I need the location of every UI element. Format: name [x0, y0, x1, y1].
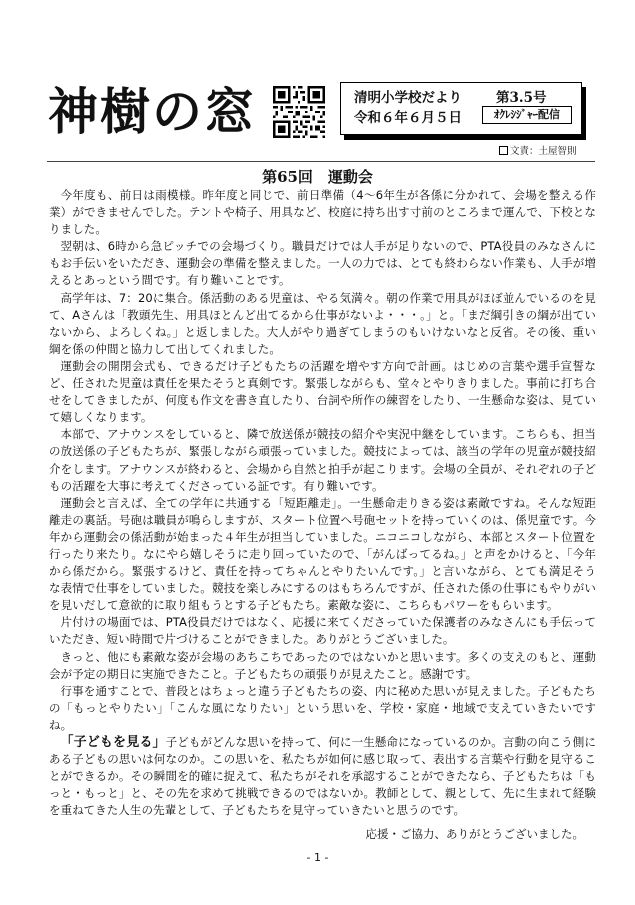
paragraph: 今年度も、前日は雨模様。昨年度と同じで、前日準備（4～6年生が各係に分かれて、会場を整える作業）ができませんでした。テントや椅子、用具など、校庭に持ち出す寸前のところまで運んで、下校となりました。	[49, 188, 596, 237]
final-paragraph	[49, 734, 596, 819]
paragraph: 高学年は、7：20に集合。係活動のある児童は、やる気満々。朝の作業で用具がほぼ並んでいるのを見て、Aさんは「教頭先生、用具ほとんど出てるから仕事がないよ・・・。」と。「まだ綱引きの綱が出ていないから、よろしくね。」と返しました。大人がやり過ぎてしまうのもいけないなと反省。その後、重い綱を係の仲間と協力して出してくれました。	[49, 290, 596, 356]
author-credit: 文責：土屋智則	[510, 146, 577, 157]
closing-message: 応援・ご協力、ありがとうございました。	[365, 827, 584, 841]
issue-date: 令和６年６月５日	[354, 110, 462, 126]
page-number: - 1 -	[306, 851, 329, 864]
final-paragraph-text: 子どもがどんな思いを持って、何に一生懸命になっているのか。言動の向こう側にある子どもの思いは何なのか。この思いを、私たちが如何に感じ取って、表出する言葉や行動を見守ることができるか。その瞬間を的確に捉えて、私たちがそれを承認することができたなら、子どもたちは「もっと・もっと」と、その先を求めて挑戦できるのではないか。教師として、親として、先に生まれて経験を重ねてきた人生の先輩として、子どもたちを見守っていきたいと思うのです。	[49, 735, 596, 818]
article-body	[49, 187, 596, 819]
paragraph: 翌朝は、6時から急ピッチでの会場づくり。職員だけでは人手が足りないので、PTA役員のみなさんにもお手伝いをいただき、運動会の準備を整えました。一人の力では、とても終わらない作業も、人手が増えるとあっという間です。有り難いことです。	[49, 239, 596, 288]
issue-number: 第3.5号	[496, 90, 547, 106]
paragraph: 運動会の開閉会式も、できるだけ子どもたちの活躍を増やす方向で計画。はじめの言葉や選手宣誓など、任された児童は責任を果たそうと真剣です。緊張しながらも、堂々とやりきりました。事前に打ち合せをしてきましたが、何度も作文を書き直したり、台詞や所作の練習をしたり、一生懸命な姿は、見ていて嬉しくなります。	[49, 358, 596, 425]
paragraph: 行事を通すことで、普段とはちょっと違う子どもたちの姿、内に秘めた思いが見えました。子どもたちの「もっとやりたい」「こんな風になりたい」という思いを、学校・家庭・地域で支えていきたいですね。	[49, 683, 596, 732]
header-divider	[47, 161, 595, 162]
article-title: 第65回 運動会	[262, 168, 373, 186]
paragraph: 運動会と言えば、全ての学年に共通する「短距離走」。一生懸命走りきる姿は素敵ですね。そんな短距離走の裏話。号砲は職員が鳴らしますが、スタート位置へ号砲セットを持っていくのは、係児童です。今年から運動会の係活動が始まった４年生が担当していました。ニコニコしながら、本部とスタート位置を行ったり来たり。なにやら嬉しそうに走り回っていたので、「がんばってるね。」と声をかけると、「今年から係だから。緊張するけど、責任を持ってちゃんとやりたいんです。」と言いながら、とても満足そうな表情で仕事をしていました。競技を楽しみにするのはもちろんですが、任された係の仕事にもやりがいを見いだして意欲的に取り組もうとする子どもたち。素敵な姿に、こちらもパワーをもらいます。	[49, 495, 596, 613]
newsletter-title: 神樹の窓	[48, 82, 256, 141]
emphasis-phrase: 「子どもを見る」	[60, 735, 166, 750]
paragraph: きっと、他にも素敵な姿が会場のあちこちであったのではないかと思います。多くの支えのもと、運動会が予定の期日に実施できたこと。子どもたちの頑張りが見えたこと。感謝です。	[49, 649, 596, 681]
paragraph: 本部で、アナウンスをしていると、隣で放送係が競技の紹介や実況中継をしています。こちらも、担当の放送係の子どもたちが、緊張しながら頑張っていました。競技によっては、該当の学年の児童が競技紹介をします。アナウンスが終わると、会場から自然と拍手が起こります。会場の全員が、それぞれの子どもの活躍を大事に考えてくださっている証です。有り難いです。	[49, 427, 596, 493]
delivery-method-badge: ｵｸﾚｼｼﾞｬｰ配信	[482, 106, 572, 124]
school-letter-label: 清明小学校だより	[354, 90, 462, 106]
checkbox-icon	[499, 146, 508, 155]
qr-code-icon	[273, 86, 325, 138]
paragraph: 片付けの場面では、PTA役員だけではなく、応援に来てくださっていた保護者のみなさんにも手伝っていただき、短い時間で片づけることができました。ありがとうございました。	[49, 615, 596, 647]
